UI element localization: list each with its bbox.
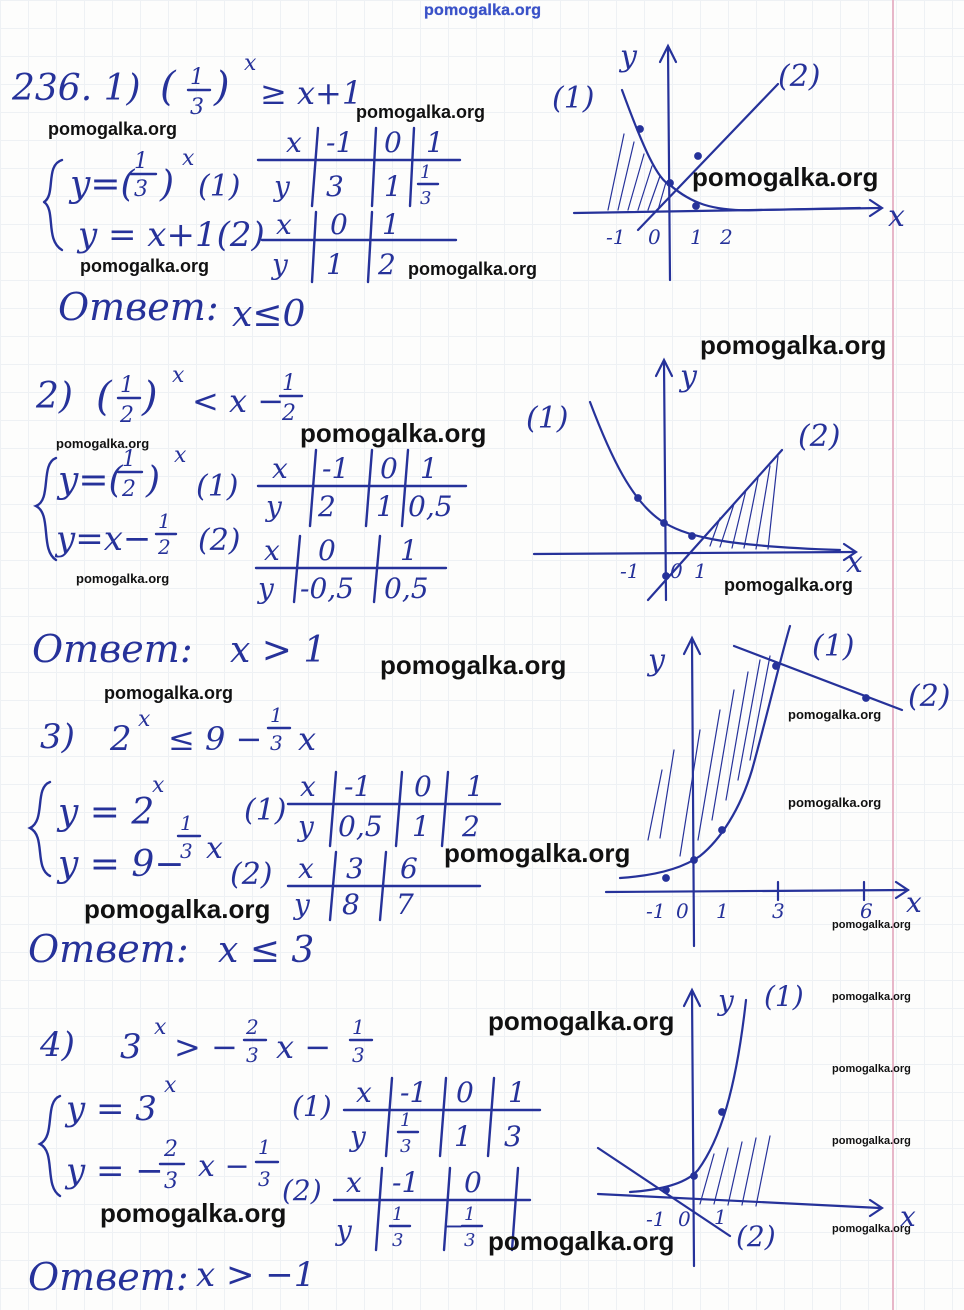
svg-text:x≤0: x≤0 [232,294,306,335]
svg-text:7: 7 [396,888,414,921]
svg-text:1: 1 [426,126,444,159]
svg-text:y: y [294,888,310,921]
svg-text:Ответ:: Ответ: [58,285,219,329]
svg-text:1: 1 [454,1120,472,1153]
watermark: pomogalka.org [788,795,882,810]
svg-text:3: 3 [392,1230,404,1251]
svg-text:3: 3 [164,1169,178,1194]
watermark: pomogalka.org [700,330,887,360]
watermark: pomogalka.org [380,650,567,680]
svg-text:): ) [146,460,161,501]
watermark: pomogalka.org [832,1223,911,1235]
graph-4-tick-0: 0 [678,1207,691,1231]
svg-text:3: 3 [190,95,204,120]
svg-text:1: 1 [180,811,193,835]
graph-2-label-line2: (2) [798,419,841,454]
svg-text:1: 1 [270,703,283,727]
graph-4-axis-y: y [718,984,734,1017]
svg-text:2: 2 [158,535,171,559]
svg-text:3: 3 [504,1120,522,1153]
svg-text:x > −1: x > −1 [196,1255,316,1295]
watermark: pomogalka.org [76,571,170,586]
svg-text:y: y [258,572,274,605]
svg-text:-1: -1 [322,452,350,485]
svg-text:(2): (2) [282,1174,322,1207]
svg-text:Ответ:: Ответ: [28,927,189,971]
svg-text:0: 0 [318,534,336,567]
watermark: pomogalka.org [356,102,486,122]
watermark: pomogalka.org [48,119,178,139]
svg-text:x: x [356,1076,372,1109]
svg-text:x −: x − [276,1028,332,1066]
svg-text:-1: -1 [392,1166,420,1199]
svg-text:y: y [266,490,282,523]
svg-text:1: 1 [158,509,171,533]
watermark: pomogalka.org [692,162,879,192]
svg-text:4): 4) [40,1025,75,1065]
svg-text:x: x [272,452,288,485]
svg-text:1: 1 [376,490,394,523]
graph-2-tick-neg1: -1 [620,559,640,583]
svg-text:Ответ:: Ответ: [32,627,193,671]
svg-text:x: x [174,443,187,468]
graph-3-axis-y: y [648,643,665,678]
graph-4-tick-1: 1 [714,1205,727,1229]
svg-text:2: 2 [110,719,132,759]
watermark: pomogalka.org [408,259,538,279]
svg-text:y = 9−: y = 9− [58,844,185,885]
svg-text:0: 0 [456,1076,474,1109]
svg-text:1: 1 [508,1076,526,1109]
svg-text:≥ x+1: ≥ x+1 [260,74,363,112]
svg-text:3: 3 [180,839,193,863]
svg-text:0: 0 [384,126,402,159]
svg-text:1: 1 [134,149,148,174]
svg-text:2: 2 [282,401,296,426]
svg-text:1: 1 [400,1110,412,1131]
svg-text:-1: -1 [400,1076,428,1109]
watermark: pomogalka.org [84,894,271,924]
svg-text:x −: x − [198,1149,250,1184]
svg-text:x: x [346,1166,362,1199]
svg-text:x: x [244,51,257,76]
graph-3-tick-3: 3 [772,899,785,923]
svg-text:1: 1 [412,810,430,843]
svg-text:y: y [272,248,288,281]
svg-text:x > 1: x > 1 [230,630,327,671]
svg-text:> −: > − [174,1028,238,1066]
svg-text:1: 1 [382,208,400,241]
watermark: pomogalka.org [832,919,911,931]
svg-text:y: y [274,170,290,203]
svg-text:x: x [298,852,314,885]
watermark: pomogalka.org [832,991,911,1003]
svg-text:x: x [300,770,316,803]
svg-text:3: 3 [420,188,432,209]
svg-text:x: x [172,363,185,388]
svg-text:1: 1 [420,452,438,485]
svg-text:(2): (2) [230,857,273,892]
svg-text:x: x [138,707,151,732]
svg-text:(1): (1) [244,793,287,828]
svg-text:2: 2 [120,403,134,428]
svg-text:0: 0 [380,452,398,485]
graph-1-tick-1: 1 [690,225,703,249]
svg-text:≤ 9 −: ≤ 9 − [168,720,263,758]
graph-1-label-line2: (2) [778,59,821,94]
svg-text:8: 8 [342,888,360,921]
svg-text:x: x [164,1073,177,1098]
graph-3-tick-0: 0 [676,899,689,923]
svg-text:0: 0 [330,208,348,241]
svg-text:3: 3 [346,852,364,885]
problem-1-handwriting [0,0,560,340]
svg-text:): ) [160,164,175,205]
graph-1-axis-y: y [620,39,637,74]
svg-text:2: 2 [318,490,336,523]
svg-text:(: ( [160,64,176,110]
svg-text:3: 3 [352,1043,365,1067]
problem-3-graph [590,620,951,950]
svg-text:2: 2 [246,1015,259,1039]
svg-text:(1): (1) [196,469,239,504]
svg-text:3: 3 [120,1027,142,1067]
svg-text:(1): (1) [292,1090,332,1123]
svg-text:< x −: < x − [192,382,285,420]
svg-text:1: 1 [352,1015,365,1039]
watermark: pomogalka.org [832,1063,911,1075]
watermark: pomogalka.org [488,1006,675,1036]
svg-text:x: x [286,126,302,159]
svg-text:2: 2 [462,810,480,843]
svg-text:x: x [206,831,223,866]
graph-3-label-curve1: (1) [812,629,855,664]
svg-text:): ) [214,64,230,110]
svg-text:x: x [276,208,292,241]
problem-2-graph [520,350,890,610]
svg-text:x ≤ 3: x ≤ 3 [218,930,315,971]
svg-text:-1: -1 [326,126,354,159]
svg-text:3: 3 [246,1043,259,1067]
graph-4-tick-neg1: -1 [646,1207,666,1231]
watermark: pomogalka.org [788,707,882,722]
svg-text:1: 1 [420,162,432,183]
svg-text:1: 1 [190,65,204,90]
problem-1-graph [540,30,910,290]
graph-3-tick-1: 1 [716,899,729,923]
svg-text:y: y [350,1120,366,1153]
graph-3-tick-6: 6 [860,899,873,923]
watermark: pomogalka.org [80,256,210,276]
svg-text:1: 1 [400,534,418,567]
svg-text:-0,5: -0,5 [300,572,354,605]
svg-text:−: − [444,1212,465,1240]
svg-text:y: y [298,810,314,843]
svg-text:0: 0 [464,1166,482,1199]
svg-text:x: x [154,1015,167,1040]
svg-text:0: 0 [414,770,432,803]
svg-text:1: 1 [464,1204,476,1225]
svg-text:0,5: 0,5 [384,572,429,605]
watermark: pomogalka.org [488,1226,675,1256]
svg-text:y = −: y = − [66,1151,164,1191]
svg-text:3: 3 [464,1230,476,1251]
svg-text:1: 1 [122,447,136,472]
svg-text:y = 3: y = 3 [66,1089,157,1129]
svg-text:y = x+1(2): y = x+1(2) [78,215,265,255]
svg-text:Ответ:: Ответ: [28,1255,189,1299]
svg-text:3: 3 [400,1136,412,1157]
svg-text:1: 1 [392,1204,404,1225]
svg-text:2: 2 [378,248,396,281]
svg-text:1: 1 [384,170,402,203]
svg-text:1: 1 [120,373,134,398]
svg-text:3: 3 [134,177,148,202]
graph-1-tick-0: 0 [648,225,661,249]
svg-text:y=(: y=( [70,164,135,205]
svg-text:-1: -1 [344,770,372,803]
svg-text:3): 3) [40,717,75,757]
svg-text:x: x [182,146,195,171]
graph-2-tick-1: 1 [694,559,707,583]
svg-text:1: 1 [326,248,344,281]
svg-text:x: x [152,773,165,798]
graph-1-axis-x: x [888,199,905,234]
svg-text:1: 1 [282,371,296,396]
graph-2-label-curve1: (1) [526,401,569,436]
svg-text:2): 2) [36,376,73,417]
graph-3-tick-neg1: -1 [646,899,666,923]
svg-text:(2): (2) [198,523,241,558]
svg-text:3: 3 [270,731,283,755]
graph-3-axis-x: x [906,886,922,919]
watermark: pomogalka.org [300,418,487,448]
watermark: pomogalka.org [444,838,631,868]
watermark: pomogalka.org [724,575,854,595]
graph-3-label-line2: (2) [908,679,951,714]
svg-text:0,5: 0,5 [408,490,453,523]
svg-text:(1): (1) [198,169,241,204]
graph-4-label-line2: (2) [736,1220,776,1253]
problem-4-handwriting [0,1000,560,1300]
svg-text:236. 1): 236. 1) [12,68,141,109]
svg-text:x: x [264,534,280,567]
svg-text:y: y [336,1214,352,1247]
svg-text:x: x [298,720,317,758]
svg-text:1: 1 [258,1135,271,1159]
svg-text:0,5: 0,5 [338,810,383,843]
graph-2-axis-x: x [846,545,863,580]
svg-text:2: 2 [164,1137,178,1162]
svg-text:6: 6 [400,852,418,885]
graph-1-tick-neg1: -1 [606,225,626,249]
svg-text:y = 2: y = 2 [58,792,155,833]
svg-text:2: 2 [122,477,136,502]
svg-text:y=x−: y=x− [56,519,152,559]
watermark: pomogalka.org [832,1135,911,1147]
graph-1-label-curve1: (1) [552,81,595,116]
svg-text:3: 3 [326,170,344,203]
svg-text:): ) [142,374,158,420]
graph-1-tick-2: 2 [720,225,733,249]
graph-4-label-curve1: (1) [764,980,804,1013]
graph-4-axis-x: x [900,1200,916,1233]
watermark: pomogalka.org [56,436,150,451]
watermark: pomogalka.org [100,1198,287,1228]
watermark: pomogalka.org [104,683,234,703]
svg-text:1: 1 [466,770,484,803]
problem-2-handwriting [0,350,540,680]
site-header-watermark[interactable]: pomogalka.org [424,2,542,19]
graph-2-tick-0: 0 [670,559,683,583]
svg-text:(: ( [96,374,112,420]
graph-2-axis-y: y [680,359,697,394]
svg-text:3: 3 [258,1167,271,1191]
svg-text:y=(: y=( [58,460,123,501]
